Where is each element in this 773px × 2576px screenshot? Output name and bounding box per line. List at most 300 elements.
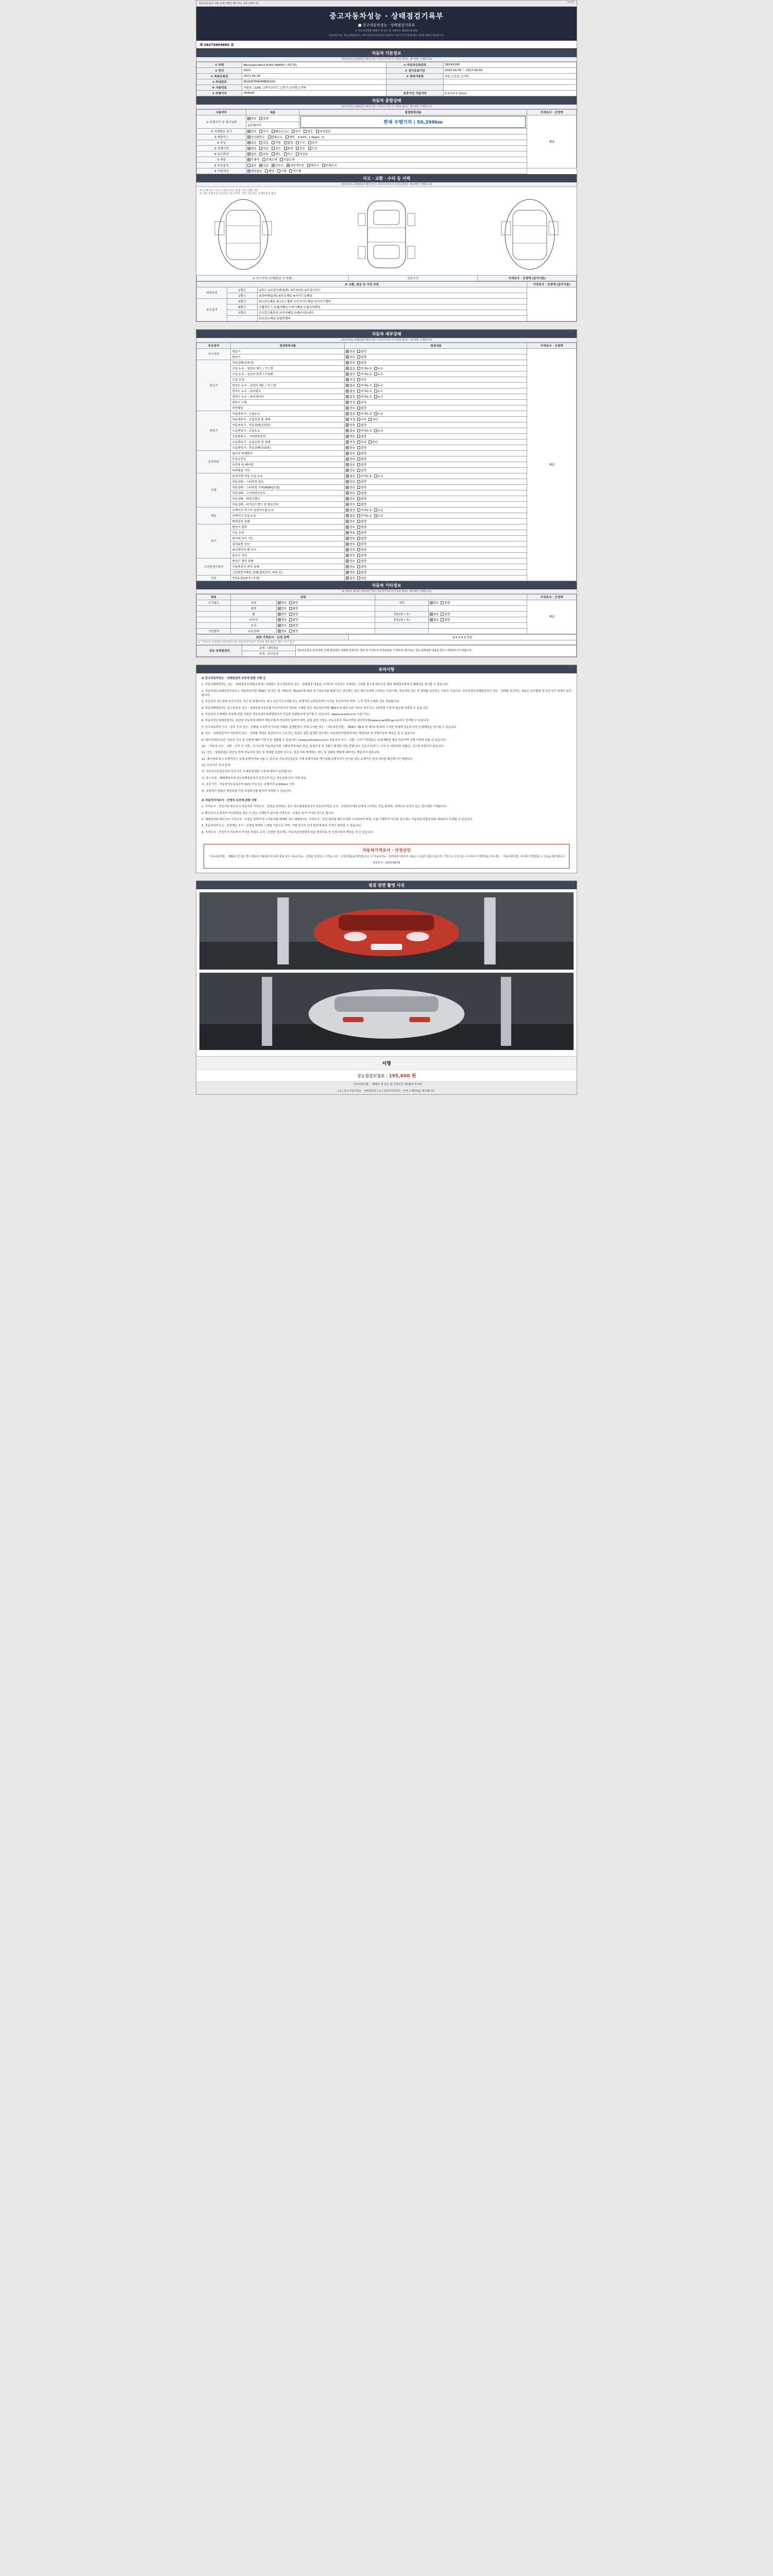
table-row bbox=[197, 115, 577, 122]
detail-table-body bbox=[197, 348, 577, 581]
table-row bbox=[197, 450, 577, 456]
etc-item-label-2: 후륜(좌 / 우) bbox=[375, 617, 428, 622]
checkbox-option[interactable]: 양호 bbox=[346, 491, 355, 495]
page-subtitle: ■ 중고자동차성능 · 상태점검기록부 bbox=[358, 23, 415, 27]
table-row bbox=[197, 575, 577, 581]
etc-item-label: 외장 bbox=[231, 600, 276, 605]
checkbox-option[interactable]: 불량 bbox=[441, 601, 450, 605]
checkbox-option[interactable]: 미세누수 bbox=[357, 383, 372, 387]
detail-group-label: 변속기 bbox=[197, 411, 231, 450]
section-accident-title: 사고 · 교환 · 수리 등 이력 bbox=[196, 174, 577, 182]
table-row bbox=[197, 163, 577, 168]
checkbox-option[interactable]: 부족 bbox=[357, 417, 366, 421]
detail-head-0: 주요장치 bbox=[197, 343, 231, 348]
detail-item-options bbox=[345, 371, 527, 377]
table-row bbox=[197, 287, 577, 293]
checkbox-option[interactable]: 없음 bbox=[346, 372, 355, 376]
detail-item-options bbox=[345, 484, 527, 490]
checkbox-option[interactable]: 양호 bbox=[346, 480, 355, 484]
checkbox-option[interactable]: 없음 bbox=[346, 389, 355, 393]
checkbox-option[interactable]: 양호 bbox=[278, 612, 287, 616]
table-row bbox=[197, 157, 577, 163]
checkbox-option[interactable]: 없음 bbox=[346, 395, 355, 399]
detail-item-options bbox=[345, 365, 527, 371]
table-row bbox=[197, 310, 577, 315]
checkbox-option[interactable]: 양호 bbox=[346, 361, 355, 365]
checkbox-option[interactable]: 양호 bbox=[346, 548, 355, 552]
fee-value: 195,600 원 bbox=[389, 1074, 416, 1079]
checkbox-option[interactable]: 불량 bbox=[357, 559, 366, 563]
overall-row-3-b bbox=[246, 140, 527, 146]
photo-section bbox=[196, 889, 577, 1056]
photo-front-lift bbox=[199, 892, 574, 970]
detail-item-label: 원동기 bbox=[231, 348, 345, 354]
table-row bbox=[197, 134, 577, 140]
notice-item: 13. 보증기간 등의 안내 bbox=[201, 764, 230, 767]
checkbox-option[interactable]: 불량 bbox=[357, 502, 366, 506]
table-row bbox=[197, 428, 577, 433]
checkbox-option[interactable]: 양호 bbox=[346, 531, 355, 535]
emission-values: 0.02%, 1.0ppm, % bbox=[297, 136, 325, 139]
checkbox-option[interactable]: 불량 bbox=[357, 542, 366, 546]
etc-item-options bbox=[276, 611, 375, 617]
checkbox-option[interactable]: 구조 bbox=[296, 141, 305, 145]
checkbox-option[interactable]: 미세누유 bbox=[357, 508, 372, 512]
checkbox-option[interactable]: 양호 bbox=[346, 485, 355, 489]
checkbox-option[interactable]: 불량 bbox=[357, 423, 366, 427]
checkbox-option[interactable]: 있음 bbox=[259, 152, 268, 156]
checkbox-option[interactable]: 누유 bbox=[374, 514, 383, 518]
checkbox-option[interactable]: 불량 bbox=[441, 612, 450, 616]
parts-rank-4: C랭크 bbox=[227, 310, 257, 315]
detail-group-label: 제동 bbox=[197, 507, 231, 524]
detail-item-label: 브레이크 마스터 실린더오일 누유 bbox=[231, 507, 345, 513]
checkbox-option[interactable]: 미세누유 bbox=[357, 429, 372, 433]
checkbox-option[interactable]: 없음 bbox=[346, 514, 355, 518]
checkbox-option[interactable]: 없음 bbox=[247, 163, 257, 167]
checkbox-option[interactable]: 누유 bbox=[374, 366, 383, 370]
checkbox-option[interactable]: 없음 bbox=[247, 141, 257, 145]
inspector-table bbox=[196, 645, 577, 657]
detail-item-options bbox=[345, 575, 527, 581]
total-label: 최종 가격조사 · 산정 금액 bbox=[197, 634, 349, 640]
checkbox-option[interactable]: 불량 bbox=[357, 485, 366, 489]
checkbox-option[interactable]: 없음 bbox=[346, 474, 355, 478]
overall-row-0-b bbox=[246, 115, 299, 122]
checkbox-option[interactable]: 불량 bbox=[357, 463, 366, 467]
checkbox-option[interactable]: 미세누유 bbox=[357, 366, 372, 370]
checkbox-option[interactable]: 불량 bbox=[357, 491, 366, 495]
detail-item-options bbox=[345, 462, 527, 467]
section-etc-title: 자동차 기타정보 bbox=[196, 581, 577, 589]
table-row bbox=[197, 146, 577, 151]
checkbox-option[interactable]: 무채색 bbox=[247, 158, 259, 162]
detail-item-label: 오일 누유 - 실린더 블록 / 오일팬 bbox=[231, 371, 345, 377]
overall-row-8-b bbox=[246, 168, 527, 174]
checkbox-option[interactable]: 불량 bbox=[357, 565, 366, 569]
checkbox-option[interactable]: 내비게이션 bbox=[287, 163, 304, 167]
checkbox-option[interactable]: 누유 bbox=[374, 429, 383, 433]
detail-price-cell: 해당 bbox=[527, 348, 577, 581]
table-row bbox=[197, 348, 577, 354]
parts-group-0: 외판부위 bbox=[197, 287, 227, 298]
notice-item: 10. 「자동차 사고 · 교환 · 수리 등 이력」의 사고란 자동차관리법 시행규칙에 따른 판금, 용접수리 및 교환이 발생한 것을 말합니다. 단순수리(후드, 도어 등 외판부위 교환)는 사고에 포함되지 않습니다. bbox=[201, 744, 444, 748]
checkbox-option[interactable]: 양호 bbox=[346, 446, 355, 450]
checkbox-option[interactable]: 불량 bbox=[289, 612, 298, 616]
checkbox-option[interactable]: 양호 bbox=[346, 536, 355, 540]
detail-item-options bbox=[345, 467, 527, 473]
table-row bbox=[197, 569, 577, 575]
checkbox-option[interactable]: 누유 bbox=[374, 412, 383, 416]
notice-items bbox=[201, 683, 572, 793]
section-accident-sub: (자동차성능·상태점검자 확인사항 / 자동차가격조사·산정을 원하는 경우에만 기재합니다) bbox=[196, 182, 577, 187]
etc-group-label bbox=[197, 617, 231, 622]
checkbox-option[interactable]: 상이 bbox=[292, 129, 301, 133]
checkbox-option[interactable]: 없음 bbox=[346, 429, 355, 433]
checkbox-option[interactable]: 적정 bbox=[346, 440, 355, 444]
detail-group-label: 연료 bbox=[197, 575, 231, 581]
parts-price-head: 가격조사 · 산정액 (감가기준) bbox=[527, 281, 577, 287]
checkbox-option[interactable]: 영업용 bbox=[296, 152, 308, 156]
overall-row-5-a: ⑥ 용도변경 bbox=[197, 151, 246, 157]
detail-item-label: 실내송풍 모터 bbox=[231, 541, 345, 547]
declaration-title: 자동차가격조사 · 산정선언 bbox=[362, 848, 411, 853]
checkbox-option[interactable]: 불량 bbox=[289, 606, 298, 611]
checkbox-option[interactable]: 침수 bbox=[272, 146, 281, 150]
table-row bbox=[197, 645, 577, 651]
checkbox-option[interactable]: 있음 bbox=[259, 163, 268, 167]
sheet-1 bbox=[196, 0, 577, 322]
document-number bbox=[196, 41, 577, 49]
checkbox-option[interactable]: 누유 bbox=[374, 372, 383, 376]
checkbox-option[interactable]: 불량 bbox=[357, 361, 366, 365]
etc-item-label-2 bbox=[375, 622, 428, 628]
checkbox-option[interactable]: 미세누수 bbox=[357, 389, 372, 393]
notice-item: 4. 자동차매매업자는 중고자동차 성능 · 상태점검기록부를 미교부하거나 허위로 기재한 경우 자동차관리법 제80조에 따라 2년 이하의 징역 또는 2천만원 이하의 벌금에 처해질 수 있습니다. bbox=[201, 706, 429, 710]
section-detail-sub: (자동차성능·상태점검자 확인사항 / 자동차가격조사·산정을 원하는 경우에만 기재합니다) bbox=[196, 338, 577, 343]
checkbox-option[interactable]: 양호 bbox=[247, 129, 257, 133]
checkbox-option[interactable]: 누수 bbox=[374, 389, 383, 393]
checkbox-option[interactable]: 리스 bbox=[284, 152, 293, 156]
page-subtitle-2: ※ 자동차관리법 제58조 및 같은 법 시행규칙 제120조에 따라 bbox=[355, 30, 418, 32]
checkbox-option[interactable]: 불량 bbox=[357, 468, 366, 472]
table-row bbox=[197, 462, 577, 467]
checkbox-option[interactable]: 양호 bbox=[346, 553, 355, 557]
checkbox-option[interactable]: 양호 bbox=[346, 497, 355, 501]
checkbox-option[interactable]: 불량 bbox=[357, 349, 366, 353]
detail-item-options bbox=[345, 530, 527, 535]
checkbox-option[interactable]: 불량 bbox=[357, 570, 366, 574]
detail-item-label: 배력장치 상태 bbox=[231, 518, 345, 524]
checkbox-option[interactable]: 불량 bbox=[289, 618, 298, 622]
checkbox-option[interactable]: 미세누유 bbox=[357, 514, 372, 518]
table-row bbox=[197, 547, 577, 552]
table-row bbox=[197, 439, 577, 445]
table-row bbox=[197, 371, 577, 377]
checkbox-option[interactable]: 불량 bbox=[357, 548, 366, 552]
detail-item-options bbox=[345, 518, 527, 524]
table-row bbox=[197, 467, 577, 473]
page-mark-1: (1/4쪽) bbox=[566, 2, 575, 4]
checkbox-option[interactable]: 누유 bbox=[374, 508, 383, 512]
detail-item-options bbox=[345, 422, 527, 428]
checkbox-option[interactable]: 양호 bbox=[346, 525, 355, 529]
checkbox-option[interactable]: 과다 bbox=[368, 440, 378, 444]
detail-head-3: 가격조사 · 산정액 bbox=[527, 343, 577, 348]
checkbox-option[interactable]: 불량 bbox=[357, 406, 366, 410]
checkbox-option[interactable]: 불량 bbox=[357, 519, 366, 523]
parts-price-cell bbox=[527, 287, 577, 321]
car-front-diagram-icon bbox=[199, 196, 287, 273]
checkbox-option[interactable]: 불량 bbox=[357, 451, 366, 455]
table-row bbox=[197, 622, 577, 628]
detail-item-label: 냉각수 누수 - 실린더 헤드 / 가스켓 bbox=[231, 382, 345, 388]
checkbox-option[interactable]: 양호 bbox=[346, 349, 355, 353]
section-overall-title: 자동차 종합상태 bbox=[196, 96, 577, 105]
checkbox-option[interactable]: 미이행 bbox=[289, 169, 301, 173]
detail-item-options bbox=[345, 524, 527, 530]
checkbox-option[interactable]: 미세누유 bbox=[357, 372, 372, 376]
table-row bbox=[197, 168, 577, 174]
overall-row-8-a: ⑨ 리콜대상 bbox=[197, 168, 246, 174]
checkbox-option[interactable]: 부족 bbox=[357, 440, 366, 444]
table-row bbox=[197, 605, 577, 611]
table-row bbox=[197, 484, 577, 490]
checkbox-option[interactable]: 누수 bbox=[374, 383, 383, 387]
checkbox-option[interactable]: 양호 bbox=[346, 468, 355, 472]
checkbox-option[interactable]: 미세누유 bbox=[357, 412, 372, 416]
detail-item-label: 발전기 출력 bbox=[231, 524, 345, 530]
overall-table bbox=[196, 109, 577, 174]
checkbox-option[interactable]: 있음 bbox=[357, 576, 366, 580]
checkbox-option[interactable]: 양호 bbox=[278, 629, 287, 633]
detail-item-options bbox=[345, 399, 527, 405]
checkbox-option[interactable]: 부식 bbox=[259, 129, 268, 133]
table-row bbox=[197, 617, 577, 622]
checkbox-option[interactable]: 양호 bbox=[346, 502, 355, 506]
overall-row-2-a: ③ 배출가스 bbox=[197, 134, 246, 140]
checkbox-option[interactable]: 불량 bbox=[259, 116, 268, 121]
checkbox-option[interactable]: 양호 bbox=[278, 623, 287, 628]
etc-table-body bbox=[197, 600, 577, 634]
overall-row-7-a: ⑧ 주요옵션 bbox=[197, 163, 246, 168]
accident-note-2: 단순수리 bbox=[348, 275, 478, 281]
checkbox-option[interactable]: 있음 bbox=[259, 146, 268, 150]
table-row bbox=[197, 281, 577, 287]
checkbox-option[interactable]: 부족 bbox=[357, 378, 366, 382]
detail-group-label: 조향 bbox=[197, 473, 231, 507]
accident-note-1: ※ 사고이력 (교체/판금 등 부품) bbox=[197, 275, 349, 281]
table-row bbox=[197, 416, 577, 422]
parts-items-2: ⑨프론트패널 ⑩크로스멤버 ⑪인사이드패널 ⑫사이드멤버 bbox=[257, 298, 527, 304]
etc-head-2 bbox=[375, 594, 527, 600]
basic-label-3: ⑦ 차대번호 bbox=[197, 79, 242, 85]
checkbox-option[interactable]: 불량 bbox=[357, 434, 366, 438]
basic-value2-4 bbox=[444, 85, 577, 91]
checkbox-option[interactable]: 누유 bbox=[374, 474, 383, 478]
checkbox-option[interactable]: 제조사 bbox=[307, 163, 319, 167]
checkbox-option[interactable]: 불량 bbox=[441, 618, 450, 622]
checkbox-option[interactable]: 양호 bbox=[346, 457, 355, 461]
checkbox-option[interactable]: 없음 bbox=[247, 152, 257, 156]
checkbox-option[interactable]: 적정 bbox=[346, 400, 355, 404]
checkbox-option[interactable]: 과다 bbox=[368, 417, 378, 421]
etc-item-options bbox=[276, 600, 375, 605]
checkbox-option[interactable]: 불량 bbox=[357, 531, 366, 535]
checkbox-option[interactable]: 화재 bbox=[284, 146, 293, 150]
checkbox-option[interactable]: 적법 bbox=[272, 141, 281, 145]
table-row bbox=[197, 628, 577, 634]
checkbox-option[interactable]: 양호 bbox=[346, 406, 355, 410]
checkbox-option[interactable]: 없음 bbox=[346, 383, 355, 387]
inspector-label: 성능·상태점검자 bbox=[197, 645, 242, 656]
checkbox-option[interactable]: 양호 bbox=[346, 355, 355, 359]
docno-label: 제 bbox=[199, 43, 203, 47]
checkbox-option[interactable]: 양호 bbox=[346, 451, 355, 455]
table-header-row bbox=[197, 110, 577, 115]
checkbox-option[interactable]: 양호 bbox=[346, 542, 355, 546]
detail-item-options bbox=[345, 360, 527, 365]
checkbox-option[interactable]: 양호 bbox=[278, 618, 287, 622]
table-row bbox=[197, 445, 577, 450]
detail-item-options bbox=[345, 541, 527, 547]
notice-item: 4. 가격조사 · 산정자가 자동차의 가격을 허위로 조사 · 산정한 경우에는 자동차관리법령에 따른 행정처분 및 민형사상의 책임을 질 수 있습니다. bbox=[201, 831, 374, 834]
checkbox-option[interactable]: 불량 bbox=[289, 629, 298, 633]
checkbox-option[interactable]: 양호 bbox=[247, 116, 257, 121]
detail-item-label: 오일 유량 bbox=[231, 377, 345, 382]
table-row bbox=[197, 62, 577, 68]
checkbox-option[interactable]: 누수 bbox=[374, 395, 383, 399]
checkbox-option[interactable]: 비제조사 bbox=[322, 163, 337, 167]
checkbox-option[interactable]: 불량 bbox=[357, 536, 366, 540]
checkbox-option[interactable]: 양호 bbox=[346, 565, 355, 569]
car-top-diagram-icon bbox=[338, 196, 435, 273]
checkbox-option[interactable]: 없음 bbox=[346, 412, 355, 416]
section-photos-title: 점검 장면 촬영 사진 bbox=[196, 881, 577, 889]
checkbox-option[interactable]: 없음 bbox=[346, 508, 355, 512]
checkbox-option[interactable]: 불량 bbox=[357, 457, 366, 461]
detail-item-options bbox=[345, 416, 527, 422]
checkbox-option[interactable]: 미세누수 bbox=[357, 395, 372, 399]
notice-item: 나. 표시사항 : 매매계약서에 성능상태점검자의 보증수리 또는 성능상태 보증 이행 내용 bbox=[201, 776, 306, 780]
checkbox-option[interactable]: 부족 bbox=[357, 400, 366, 404]
etc-head-3: 가격조사 · 산정액 bbox=[527, 594, 577, 600]
etc-item-label: 유리 bbox=[231, 622, 276, 628]
checkbox-option[interactable]: 불량 bbox=[357, 355, 366, 359]
detail-item-label: 작동상태 - 스티어링조인트 bbox=[231, 490, 345, 496]
checkbox-option[interactable]: 불량 bbox=[357, 446, 366, 450]
checkbox-option[interactable]: 불량 bbox=[357, 497, 366, 501]
checkbox-option[interactable]: 없음 bbox=[346, 366, 355, 370]
checkbox-option[interactable]: 변조 bbox=[304, 129, 313, 133]
checkbox-option[interactable]: 양호 bbox=[430, 601, 439, 605]
section-etc-sub: (※ 항목을 체크한 자동차만 기재 / 자동차가격조사·산정을 원하는 경우에만 기재합니다) bbox=[196, 589, 577, 594]
etc-item-label-2 bbox=[375, 628, 428, 634]
overall-row-6-b bbox=[246, 157, 527, 163]
checkbox-option[interactable]: 양호 bbox=[346, 434, 355, 438]
etc-item-options-2 bbox=[428, 617, 527, 622]
detail-item-options bbox=[345, 479, 527, 484]
checkbox-option[interactable]: 양호 bbox=[346, 423, 355, 427]
detail-item-label: 윈도우 모터 bbox=[231, 552, 345, 558]
checkbox-option[interactable]: 양호 bbox=[430, 612, 439, 616]
checkbox-option[interactable]: 적정 bbox=[346, 378, 355, 382]
etc-group-label: 수리필요 bbox=[197, 600, 231, 605]
table-header-row bbox=[197, 594, 577, 600]
checkbox-option[interactable]: 불량 bbox=[357, 553, 366, 557]
table-row bbox=[197, 611, 577, 617]
checkbox-option[interactable]: 미세누유 bbox=[357, 474, 372, 478]
checkbox-option[interactable]: 매연 bbox=[285, 135, 295, 139]
checkbox-option[interactable]: 양호 bbox=[430, 618, 439, 622]
checkbox-option[interactable]: 일산화탄소 bbox=[247, 135, 265, 139]
notice-item: 라. 보험처리 방법은 책임보험 가입 보험회사를 통하여 처리할 수 있습니다. bbox=[201, 789, 292, 793]
checkbox-option[interactable]: 불량 bbox=[357, 480, 366, 484]
etc-item-options-2 bbox=[428, 611, 527, 617]
checkbox-option[interactable]: 불량 bbox=[289, 623, 298, 628]
checkbox-option[interactable]: 양호 bbox=[346, 463, 355, 467]
checkbox-option[interactable]: 양호 bbox=[346, 570, 355, 574]
etc-group-label: 기본품목 bbox=[197, 628, 231, 634]
checkbox-option[interactable]: 없음 bbox=[346, 576, 355, 580]
detail-item-label: 작동상태 - 타이로드엔드 및 볼조인트 bbox=[231, 501, 345, 507]
checkbox-option[interactable]: 훼손(오손) bbox=[272, 129, 289, 133]
parts-items-1: ⑤쿼터패널(좌) ⑥루프패널 ⑧사이드실패널 bbox=[257, 293, 527, 298]
checkbox-option[interactable]: 불법 bbox=[284, 141, 293, 145]
checkbox-option[interactable]: 해당없음 bbox=[247, 169, 262, 173]
checkbox-option[interactable]: 도난 bbox=[308, 146, 317, 150]
basic-label-2: ⑤ 최초등록일 bbox=[197, 74, 242, 79]
overall-row-2-b bbox=[246, 134, 527, 140]
checkbox-option[interactable]: 부분도색 bbox=[280, 158, 295, 162]
basic-value-1: 2021 bbox=[242, 68, 386, 74]
checkbox-option[interactable]: 탄화수소 bbox=[268, 135, 283, 139]
notice-heading: ※ 중고자동차성능 · 상태점검의 보증에 관한 사항 등 bbox=[201, 676, 266, 680]
detail-item-label: 충전구 절연 상태 bbox=[231, 558, 345, 564]
mileage-cell bbox=[299, 115, 527, 129]
checkbox-option[interactable]: 없음 bbox=[247, 146, 257, 150]
checkbox-option[interactable]: 이행 bbox=[277, 169, 287, 173]
checkbox-option[interactable]: 적정 bbox=[346, 417, 355, 421]
checkbox-option[interactable]: 해당 bbox=[265, 169, 274, 173]
checkbox-option[interactable]: 양호 bbox=[346, 519, 355, 523]
checkbox-option[interactable]: 선루프 bbox=[272, 163, 283, 167]
detail-item-label: 동력조향 작동 오일 누유 bbox=[231, 473, 345, 479]
checkbox-option[interactable]: 불량 bbox=[289, 601, 298, 605]
checkbox-option[interactable]: 장치 bbox=[308, 141, 317, 145]
checkbox-option[interactable]: 타각없음 bbox=[316, 129, 331, 133]
checkbox-option[interactable]: 양호 bbox=[346, 559, 355, 563]
detail-item-label: 연료누출(LP가스포함) bbox=[231, 575, 345, 581]
checkbox-option[interactable]: 전손 bbox=[296, 146, 305, 150]
checkbox-option[interactable]: 전체도색 bbox=[262, 158, 277, 162]
notice-item: 1. 자동차매매업자는 성능 · 상태점검자에게(소비자) 거래되는 중고자동차의 성능 · 상태점검 내용을 고지하지 아니하고 거래되는 고지할 경우에 매수인은 해당 매매업자에게 손해배상을 청구할 수 있습니다. bbox=[201, 683, 449, 687]
detail-item-label: 작동상태 - 파워크랭크 bbox=[231, 496, 345, 501]
detail-item-label: 커먼레일 bbox=[231, 405, 345, 411]
insurance-fee bbox=[196, 1070, 577, 1081]
notice-item: 2. 매매업자와 매수인이 가격조사 · 산정을 통하여 중고자동차를 매매할 경우 매매업자는 가격조사 · 산정 결과를 매수인에게 고지하여야 하며, 이를 이행하지 아니한 경우에는 자동차관리법에 따라 과태료가 부과될 수 있습니다. bbox=[201, 818, 473, 821]
notice-item: 3. 자동차가격조사 · 산정액은 조사 · 산정일 현재의 시세를 기준으로 하며, 거래 당사자 간의 합의에 따라 가격이 달라질 수 있습니다. bbox=[201, 824, 362, 828]
overall-row-4-a: ⑤ 특별이력 bbox=[197, 146, 246, 151]
basic-value-4: 가솔린 □LPG □하이브리드 □전기 □디젤 □기타 bbox=[242, 85, 386, 91]
checkbox-option[interactable]: 양호 bbox=[278, 601, 287, 605]
detail-item-options bbox=[345, 513, 527, 518]
section-basic-sub: (자동차성능·상태점검자 확인사항 / 자동차가격조사·산정을 원하는 경우에만 기재합니다) bbox=[196, 57, 577, 62]
checkbox-option[interactable]: 양호 bbox=[278, 606, 287, 611]
checkbox-option[interactable]: 있음 bbox=[259, 141, 268, 145]
checkbox-option[interactable]: 불량 bbox=[357, 525, 366, 529]
checkbox-option[interactable]: 렌트 bbox=[272, 152, 281, 156]
